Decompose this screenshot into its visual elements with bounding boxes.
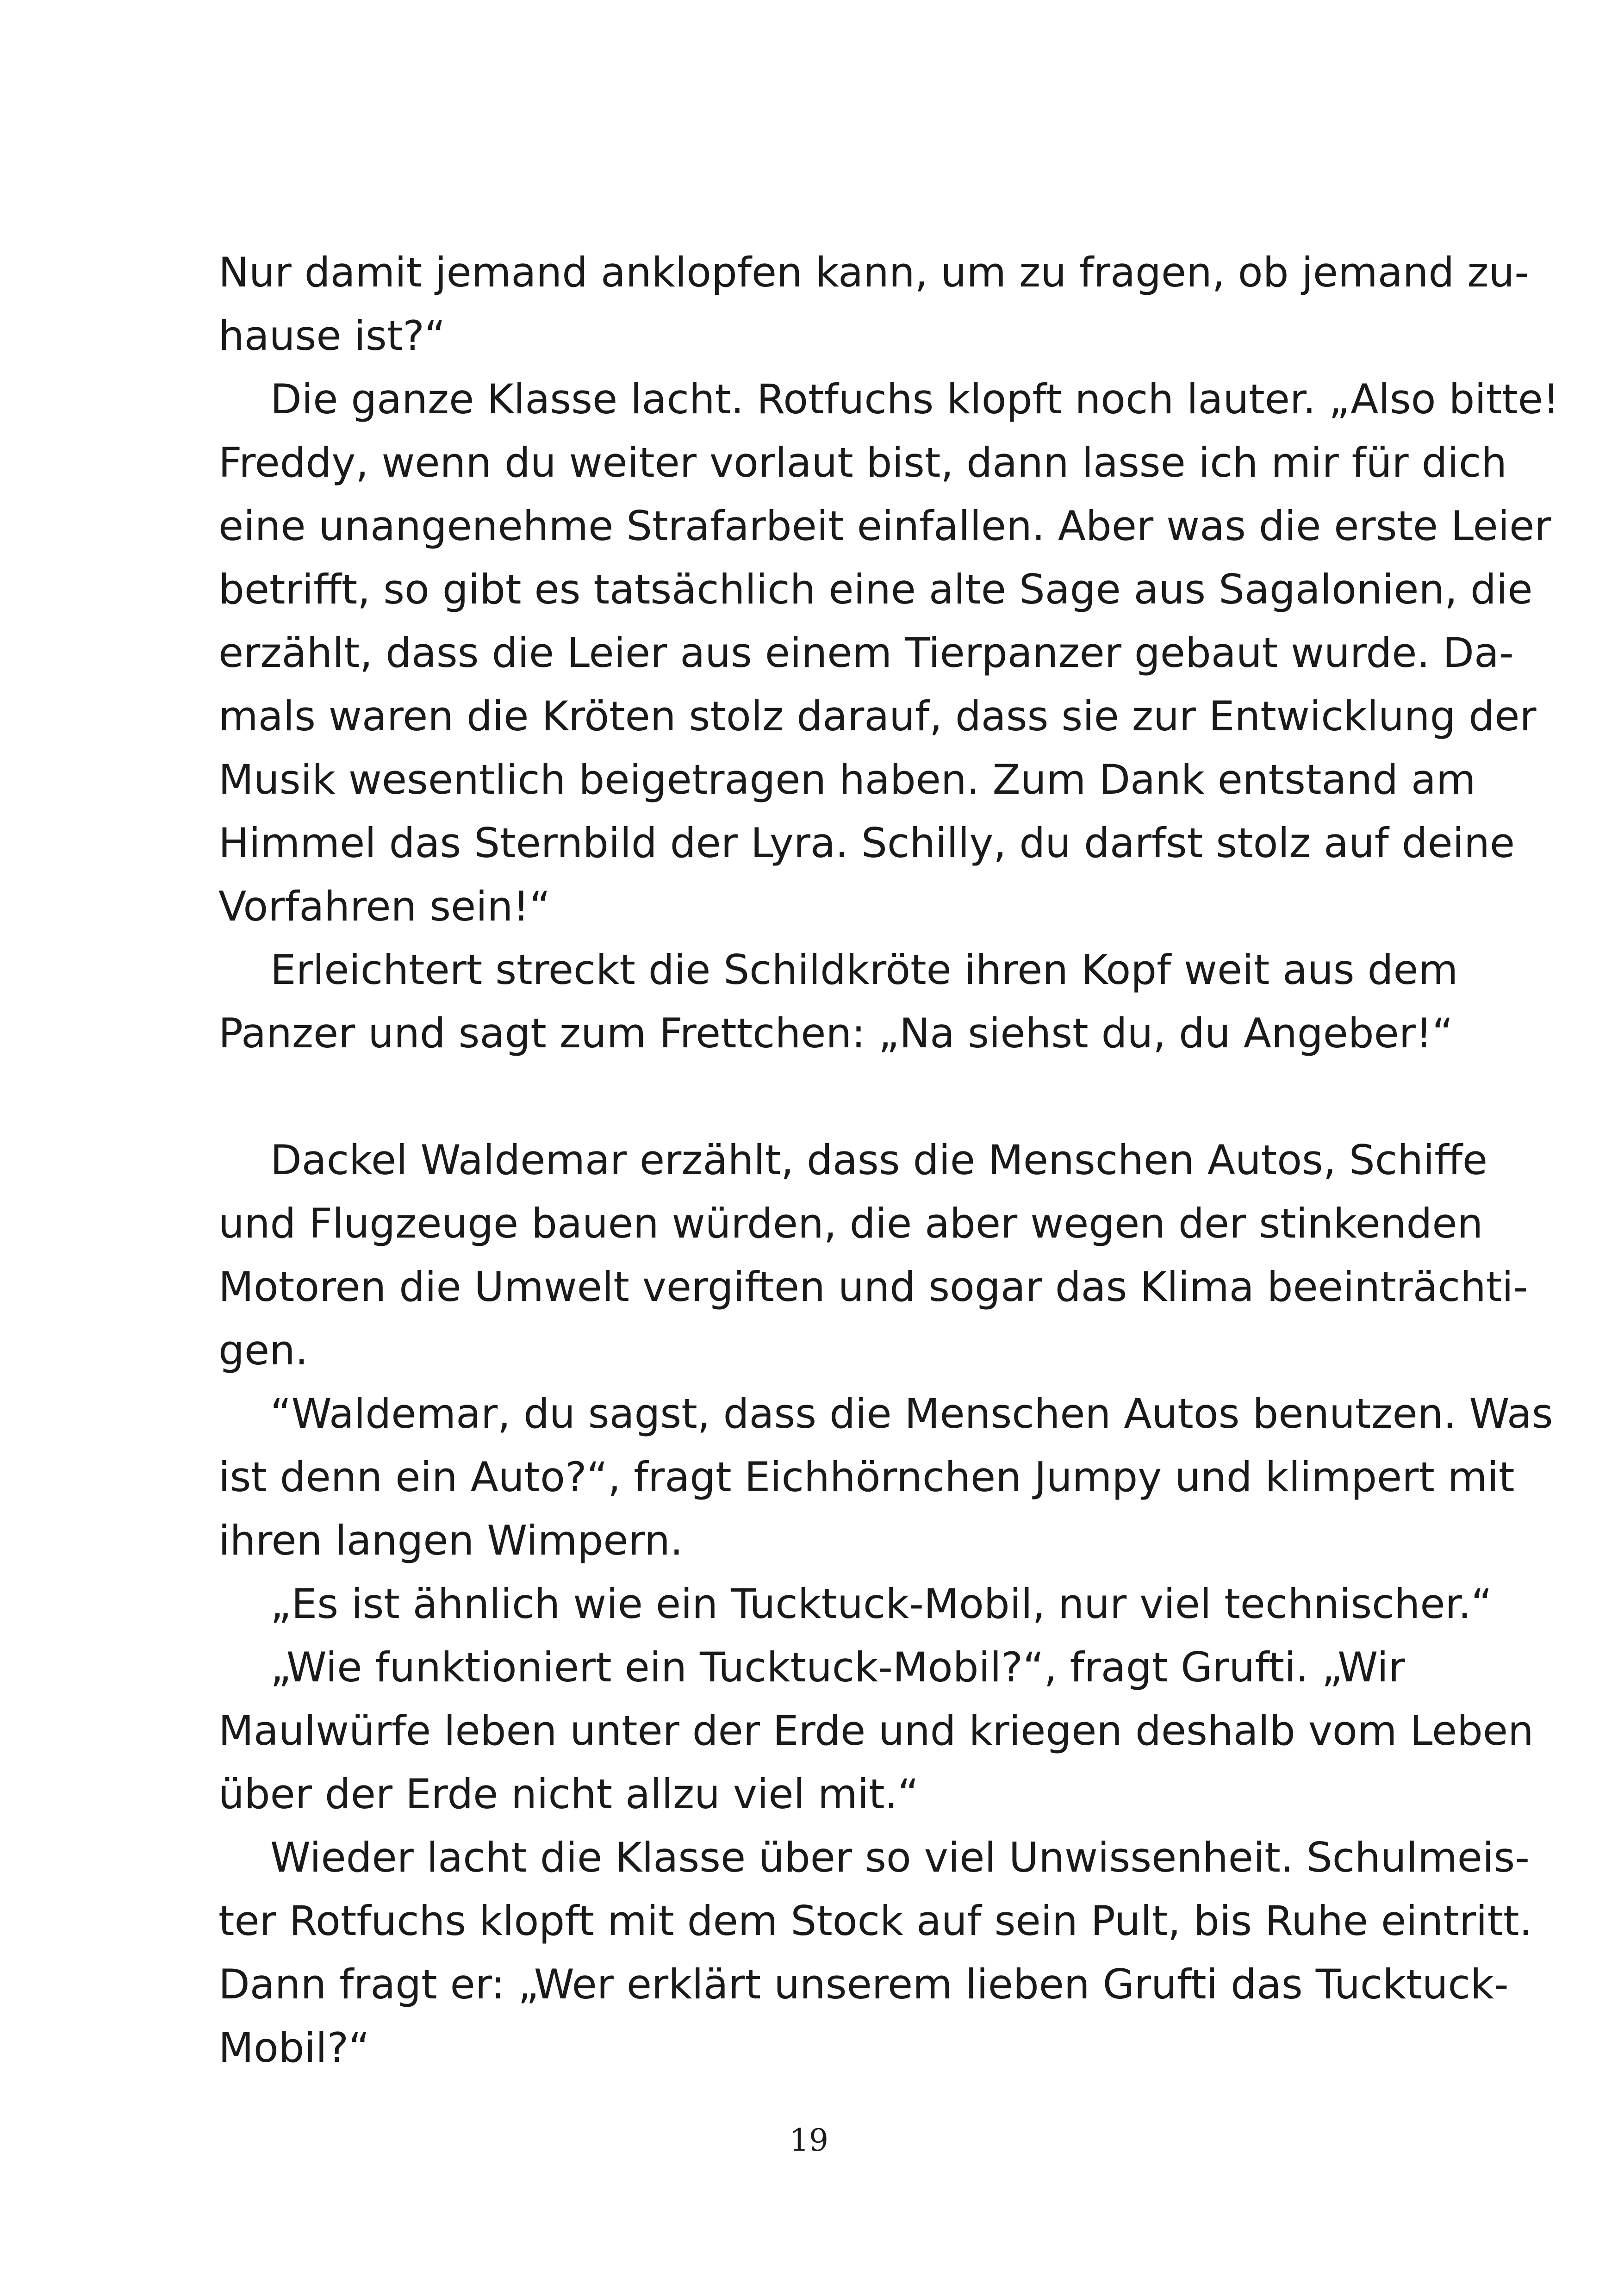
text-line: Nur damit jemand anklopfen kann, um zu fragen, ob jemand zu- xyxy=(218,249,1529,296)
text-line: ist denn ein Auto?“, fragt Eichhörnchen Jumpy und klimpert mit xyxy=(218,1453,1515,1501)
text-line: Freddy, wenn du weiter vorlaut bist, dann lasse ich mir für dich xyxy=(218,439,1507,486)
text-line: „Wie funktioniert ein Tucktuck-Mobil?“, fragt Grufti. „Wir xyxy=(270,1643,1405,1691)
page-number: 19 xyxy=(790,2122,828,2158)
body-text xyxy=(218,241,1560,2079)
paragraph-8 xyxy=(218,1826,1532,2079)
text-line: Die ganze Klasse lacht. Rotfuchs klopft noch lauter. „Also bitte! xyxy=(270,375,1560,423)
text-line: Maulwürfe leben unter der Erde und kriegen deshalb vom Leben xyxy=(218,1707,1534,1755)
text-line: „Es ist ähnlich wie ein Tucktuck-Mobil, nur viel technischer.“ xyxy=(270,1580,1493,1628)
text-line: erzählt, dass die Leier aus einem Tierpanzer gebaut wurde. Da- xyxy=(218,629,1514,677)
section-break xyxy=(218,1065,1468,1128)
paragraph-5 xyxy=(218,1382,1553,1572)
paragraph-6 xyxy=(218,1572,1493,1636)
text-line: gen. xyxy=(218,1326,308,1374)
text-line: Erleichtert streckt die Schildkröte ihren Kopf weit aus dem xyxy=(270,946,1458,994)
text-line: ihren langen Wimpern. xyxy=(218,1517,683,1564)
text-line: und Flugzeuge bauen würden, die aber wegen der stinkenden xyxy=(218,1200,1483,1247)
text-line: eine unangenehme Strafarbeit einfallen. Aber was die erste Leier xyxy=(218,502,1551,550)
paragraph-7 xyxy=(218,1636,1534,1826)
paragraph-1 xyxy=(218,241,1529,367)
text-line: hause ist?“ xyxy=(218,312,446,360)
paragraph-2 xyxy=(218,367,1560,938)
text-line: Vorfahren sein!“ xyxy=(218,883,551,930)
text-line: “Waldemar, du sagst, dass die Menschen Autos benutzen. Was xyxy=(270,1390,1553,1437)
text-line: Himmel das Sternbild der Lyra. Schilly, du darfst stolz auf deine xyxy=(218,819,1515,867)
text-line: Wieder lacht die Klasse über so viel Unwissenheit. Schulmeis- xyxy=(270,1834,1530,1881)
text-line: Musik wesentlich beigetragen haben. Zum Dank entstand am xyxy=(218,756,1476,803)
text-line: über der Erde nicht allzu viel mit.“ xyxy=(218,1770,919,1818)
paragraph-4 xyxy=(218,1128,1528,1382)
text-line: ter Rotfuchs klopft mit dem Stock auf sein Pult, bis Ruhe eintritt. xyxy=(218,1897,1532,1945)
paragraph-3 xyxy=(218,938,1468,1065)
text-line: Motoren die Umwelt vergiften und sogar das Klima beeinträchti- xyxy=(218,1263,1528,1311)
text-line: Dann fragt er: „Wer erklärt unserem lieben Grufti das Tucktuck- xyxy=(218,1960,1509,2008)
text-line: Dackel Waldemar erzählt, dass die Menschen Autos, Schiffe xyxy=(270,1136,1488,1184)
text-line: Mobil?“ xyxy=(218,2024,370,2072)
text-line: Panzer und sagt zum Frettchen: „Na siehst du, du Angeber!“ xyxy=(218,1009,1453,1057)
text-line: mals waren die Kröten stolz darauf, dass sie zur Entwicklung der xyxy=(218,692,1537,740)
text-line: betrifft, so gibt es tatsächlich eine alte Sage aus Sagalonien, die xyxy=(218,566,1533,613)
